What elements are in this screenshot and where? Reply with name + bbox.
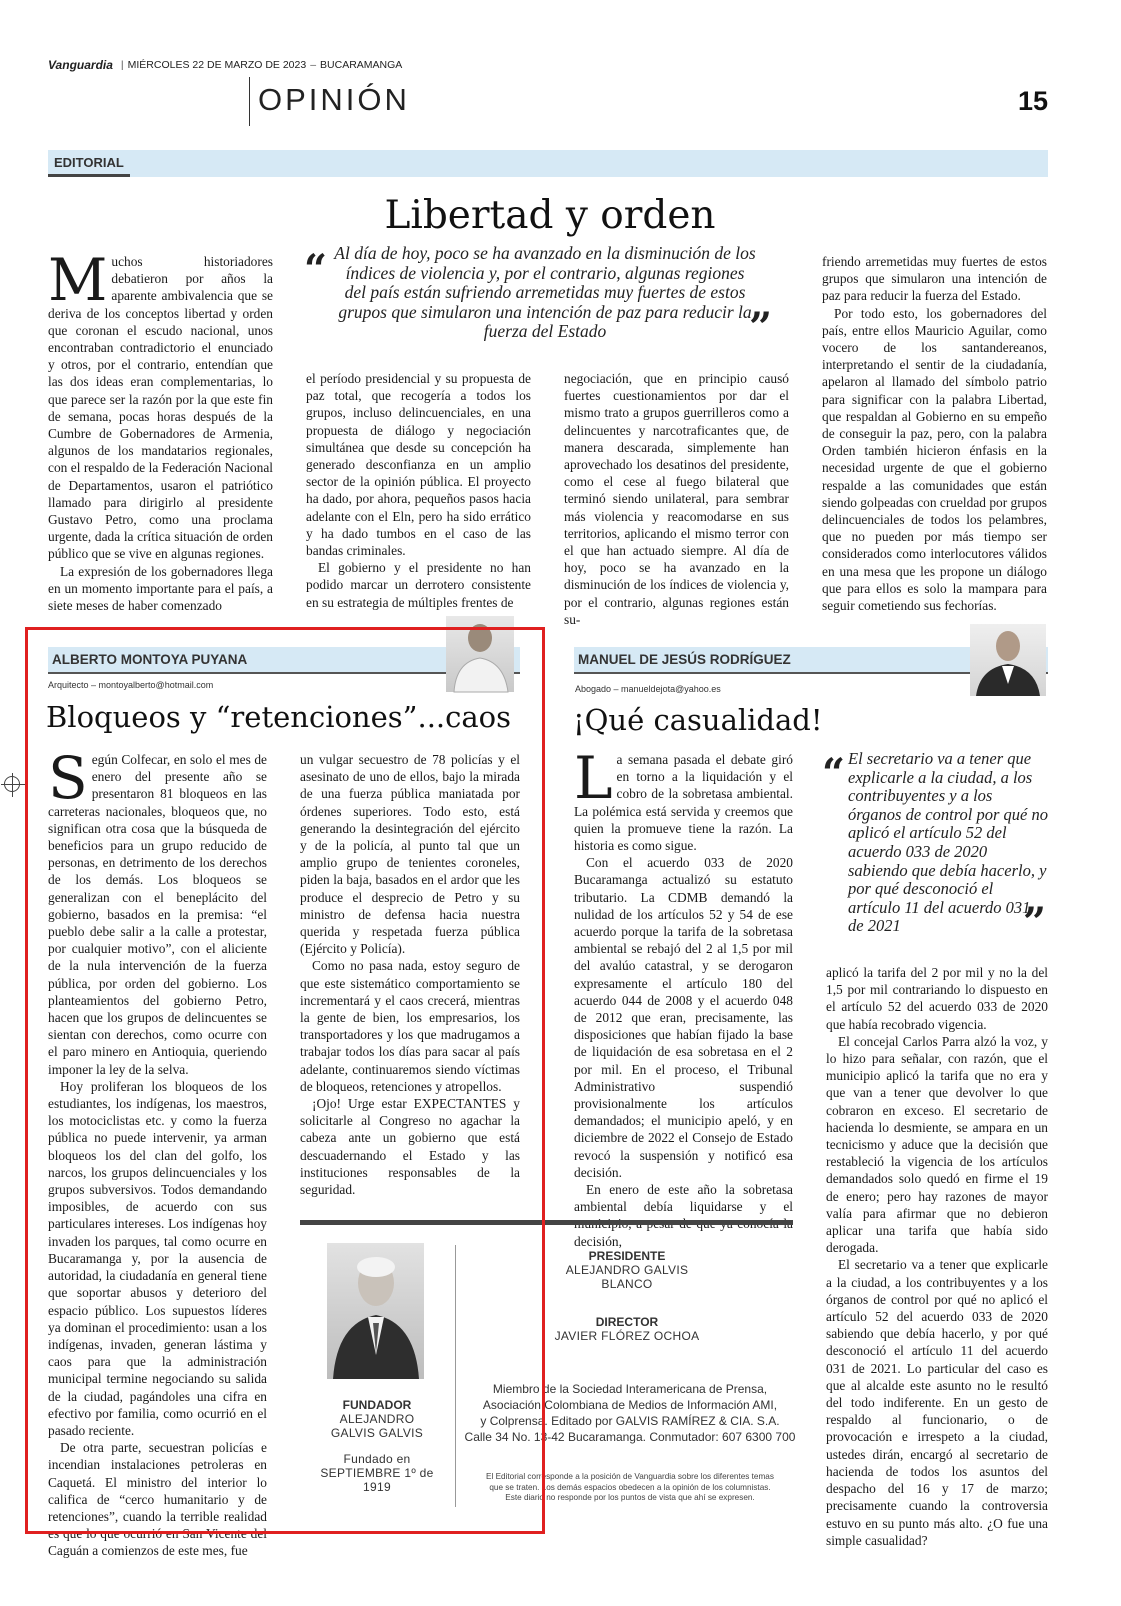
column-paragraph: Con el acuerdo 033 de 2020 Bucaramanga actualizó su estatuto tributario. La CDMB demandó la nulidad de los artículos 52 y 54 de ese acuerdo porque la tarifa de la sobretasa ambiental se rebajó del 2 al 1,5 por mil del avalúo catastral, y se derogaron expresamente el artículo 180 del acuerdo 044 de 2008 y el acuerdo 048 de 2012 que eran, precisamente, las disposiciones que habían fijado la base de liquidación de esa sobretasa en el 2 por mil. En el proceso, el Tribunal Administrativo suspendió provisionalmente los artículos demandados; el municipio apeló, y en diciembre de 2022 el Consejo de Estado revocó la suspensión y notificó esa decisión.: [574, 855, 793, 1180]
pull-quote-text: Al día de hoy, poco se ha avanzado en la disminución de los índices de violencia y, por el contrario, algunas regiones del país están sufriendo arremetidas muy fuertes de estos grupos que simularon una intención de paz para reducir la fuerza del Estado: [334, 243, 756, 341]
editorial-paragraph: La expresión de los gobernadores llega en un momento importante para el país, a siete meses de haber comenzado: [48, 563, 273, 614]
editorial-paragraph: El gobierno y el presidente no han podido marcar un derrotero consistente en su estrategia de múltiples frentes de: [306, 560, 531, 610]
membership-line: Miembro de la Sociedad Interamericana de Prensa,: [492, 1382, 768, 1396]
editorial-paragraph: uchos historiadores debatieron por años la aparente ambivalencia que se deriva de los conceptos libertad y orden que coronan el escudo nacional, unos encontraban contradictorio el enunciado y otros, por el contrario, entendían que las dos ideas eran complementarias, lo que parece ser la razón por la que este fin de semana, pocas horas después de la Cumbre de Gobernadores de Armenia, algunos de los mandatarios regionales, con el respaldo de la Federación Nacional de Departamentos, usaron el patriótico llamado para dirigirlo al presidente Gustavo Petro, como una proclama urgente, dada la crítica situación de orden público que se vive en algunas regiones.: [48, 254, 273, 562]
close-quote-icon: ”: [748, 304, 772, 351]
open-quote-icon: “: [304, 246, 328, 293]
editorial-dropcap: M: [48, 246, 108, 314]
column-title: ¡Qué casualidad!: [573, 703, 823, 737]
issue-city: BUCARAMANGA: [320, 59, 403, 71]
column-paragraph: un vulgar secuestro de 78 policías y el asesinato de uno de ellos, bajo la mirada de una fuerza pública maniatada por órdenes superiores. Todo esto, está generando la desintegración del ejército y de la policía, al punto tal que un amplio grupo de tenientes coroneles, piden la baja, basados en el ardor que les produce el desprecio de Petro y su ministro de defensa hacia nuestra querida y respetada fuerza pública (Ejército y Policía).: [300, 752, 520, 957]
author-subtitle: Arquitecto – montoyalberto@hotmail.com: [48, 680, 214, 690]
column-right-col-2: [826, 964, 1048, 1548]
editorial-column-1: [48, 246, 273, 614]
author-name: ALBERTO MONTOYA PUYANA: [52, 652, 248, 667]
close-quote-icon: ”: [1022, 899, 1046, 946]
column-title: Bloqueos y “retenciones”...caos: [46, 700, 512, 734]
director-name: JAVIER FLÓREZ OCHOA: [554, 1329, 700, 1343]
disclaimer-line: Este diario no responde por los puntos de vista que ahí se expresen.: [505, 1493, 755, 1502]
section-divider: [249, 77, 250, 126]
editorial-band: [48, 150, 1048, 177]
open-quote-icon: “: [822, 750, 846, 797]
director-credit: [540, 1315, 714, 1343]
founder-name: GALVIS GALVIS: [330, 1426, 424, 1440]
column-dropcap: S: [48, 744, 88, 812]
founder-name: ALEJANDRO: [339, 1412, 415, 1426]
column-paragraph: En enero de este año la sobretasa ambiental debía liquidarse y el decisión,: [574, 1182, 793, 1249]
column-paragraph: aplicó la tarifa del 2 por mil y no la del 1,5 por mil contrariando lo dispuesto en el artículo 52 del acuerdo 033 de 2020 que había recobrado vigencia.: [826, 965, 1048, 1032]
column-paragraph: egún Colfecar, en solo el mes de enero del presente año se presentaron 81 bloqueos en las carreteras nacionales, bloqueos que, no significan otra cosa que la búsqueda de beneficios para un grupo reducido de personas, en detrimento de los derechos de los demás. Los bloqueos se generalizan con el beneplácito del gobierno, basados en la premisa: “el pueblo debe salir a la calle a protestar, por cualquier motivo”, con el aliciente de la nula intervención de la fuerza pública, por orden del gobierno. Los planteamientos del gobierno Petro, hacen que los grupos de delincuentes se sientan con derechos, como ocurre con el paro minero en Antioquia, queriendo imponer la ley de la selva.: [48, 752, 267, 1077]
editorial-pull-quote: [300, 243, 790, 351]
column-pull-quote: [822, 749, 1048, 946]
brand-logo: Vanguardia: [48, 58, 113, 72]
masthead: Vanguardia | MIÉRCOLES 22 DE MARZO DE 2023 – BUCARAMANGA: [48, 58, 403, 72]
editorial-label: EDITORIAL: [48, 150, 130, 177]
column-paragraph: El secretario va a tener que explicarle a la ciudad, a los contribuyentes y a los órganos de control por qué no aplicó el artículo 52 del acuerdo 033 de 2020 sabiendo que debía hacerlo, y por qué desconoció el artículo 11 del acuerdo 031 de 2021. Lo particular del caso es que al alcalde este asunto no le resultó del todo indiferente. En un gesto de respaldo al funcionario, o de provocación e irrespeto a la ciudad, ustedes dirán, encargó al secretario de hacienda de todos los asuntos del despacho del 16 y 17 de marzo; precisamente cuando la controversia estuvo en su punto más alto. ¿O fue una simple casualidad?: [826, 1257, 1048, 1548]
highlight-box: [25, 627, 545, 1534]
page-number: 15: [1017, 86, 1048, 116]
founder-role: FUNDADOR: [342, 1398, 412, 1412]
editorial-title: Libertad y orden: [384, 193, 716, 238]
column-dropcap: L: [574, 744, 613, 812]
author-subtitle: Abogado – manueldejota@yahoo.es: [575, 684, 721, 694]
director-role: DIRECTOR: [595, 1315, 659, 1329]
section-title: OPINIÓN: [258, 82, 410, 117]
editorial-paragraph: el período presidencial y su propuesta de paz total, que recogería a todos los grupos, incluso delincuenciales, en una propuesta de diálogo y negociación simultánea que desde su concepción ha generado desconfianza en un amplio sector de la opinión pública. El proyecto ha dado, por ahora, pequeños pasos hacia adelante con el Eln, pero ha sido errático y ha dado tumbos en el caso de las bandas criminales.: [306, 371, 531, 559]
registration-mark-icon: [4, 776, 20, 792]
column-paragraph: De otra parte, secuestran policías e incendian instalaciones petroleras en Caquetá. El ministro del interior lo califica de “cerco humanitario y de retenciones”, cuando la terrible realidad es que lo que ocurrió en San Vicente del Caguán a comienzos de este mes, fue: [48, 1440, 267, 1559]
founded-label: Fundado en: [343, 1452, 411, 1466]
editorial-column-3: [564, 370, 789, 627]
president-role: PRESIDENTE: [588, 1249, 666, 1263]
pull-quote-text: El secretario va a tener que explicarle a la ciudad, a los contribuyentes y a los órganos de control por qué no aplicó el artículo 52 del acuerdo 033 de 2020 sabiendo que debía hacerlo, y por qué desconoció el artículo 11 del acuerdo 031 de 2021: [848, 749, 1048, 936]
founded-date: SEPTIEMBRE 1º de 1919: [320, 1466, 434, 1494]
membership-line: Calle 34 No. 13-42 Bucaramanga. Conmutador: 607 6300 700: [464, 1430, 796, 1444]
column-right-col-1: [574, 744, 793, 1249]
membership-line: Asociación Colombiana de Medios de Información AMI,: [482, 1398, 778, 1412]
column-paragraph: Hoy proliferan los bloqueos de los estudiantes, los indígenas, los maestros, los motociclistas etc. y como la fuerza pública no puede intervenir, ya arman bloqueos los del clan del golfo, los narcos, los grupos delincuenciales y los grupos subversivos. Todos demandando imposibles, de acuerdo con sus particulares intereses. Los indígenas hoy invaden los parques, tal como ocurre en Bucaramanga y, por la ausencia de autoridad, la ciudadanía en general tiene que soportar abusos y deterioro del espacio público. Los supuestos líderes ya dominan el procedimiento: usan a los indígenas, invaden, generan lástima y caos para que la administración municipal termine negociando su salida de la ciudad, pagándoles una cifra en efectivo por familia, como ocurrió en el pasado reciente.: [48, 1078, 267, 1438]
person-icon: [970, 624, 1046, 696]
editorial-column-4: [822, 253, 1047, 614]
membership-line: y Colprensa. Editado por GALVIS RAMÍREZ & CIA. S.A.: [480, 1414, 780, 1428]
disclaimer-line: que se traten. Los demás espacios obedecen a la opinión de los columnistas.: [489, 1482, 771, 1492]
president-name: ALEJANDRO GALVIS BLANCO: [565, 1263, 689, 1291]
issue-date: MIÉRCOLES 22 DE MARZO DE 2023: [127, 59, 307, 71]
editorial-paragraph: negociación, que en principio causó fuertes cuestionamientos por dar el mismo trato a grupos guerrilleros como a delincuentes y narcotraficantes que, de manera descarada, simplemente han aprovechado los desatinos del presidente, como el cese al fuego bilateral que terminó siendo unilateral, para sembrar más violencia y reacomodarse en sus territorios, aplicando el mismo terror con el que han actuado siempre. Al día de hoy, poco se ha avanzado en la disminución de los índices de violencia y, por el contrario, algunas regiones están su-: [564, 371, 789, 627]
column-paragraph: El concejal Carlos Parra alzó la voz, y lo hizo para señalar, con razón, que el municipio aplicó la tarifa que no era y que van a tener que devolver lo que cobraron en exceso. El secretario de hacienda lo desmiente, se ampara en un tecnicismo y aduce que la decisión que restableció la vigencia de los artículos demandados solo quedó en firme el 19 de enero; pero hay razones de mayor valía para afirmar que no debieron aplicar una tarifa que había sido derogada.: [826, 1033, 1048, 1256]
author-name: MANUEL DE JESÚS RODRÍGUEZ: [578, 652, 791, 667]
editorial-paragraph: Por todo esto, los gobernadores del país, entre ellos Mauricio Aguilar, como vocero de los santandereanos, interpretando el sentir de la ciudadanía, apelaron al llamado del símbolo patrio para significar con la palabra Libertad, que respaldan al Gobierno en su empeño de conseguir la paz, pero, con la palabra Orden también hicieron énfasis en la necesidad urgente de que el gobierno respalde a las comunidades que están siendo golpeadas con crueldad por grupos delincuenciales de todos los pelambres, que no pueden por más tiempo ser considerados como interlocutores válidos en una mesa que les propone un diálogo que para ellos es solo la mampara para seguir cometiendo sus fechorías.: [822, 305, 1047, 614]
editorial-column-2: [306, 370, 531, 610]
column-paragraph: a semana pasada el debate giró en torno a la liquidación y el cobro de la sobretasa ambiental. La polémica está servida y creemos que quien la promueve tiene la razón. La historia es como sigue.: [574, 752, 793, 854]
president-credit: [540, 1249, 714, 1291]
disclaimer-line: El Editorial corresponde a la posición de Vanguardia sobre los diferentes temas: [486, 1472, 774, 1481]
column-paragraph: Como no pasa nada, estoy seguro de que este sistemático comportamiento se incrementará y el caos crecerá, mientras la gente de bien, los empresarios, los transportadores y los que madrugamos a trabajar todos los días para sacar al país adelante, continuaremos siendo víctimas de bloqueos, retenciones y atropellos.: [300, 958, 520, 1094]
editorial-paragraph: friendo arremetidas muy fuertes de estos grupos que simularon una intención de paz para reducir la fuerza del Estado.: [822, 254, 1047, 304]
author-portrait-rodriguez: [970, 624, 1046, 696]
column-paragraph: ¡Ojo! Urge estar EXPECTANTES y solicitarle al Congreso no agachar la cabeza ante un gobierno que está descuadernando el Estado y las instituciones responsables de la seguridad.: [300, 1096, 520, 1198]
